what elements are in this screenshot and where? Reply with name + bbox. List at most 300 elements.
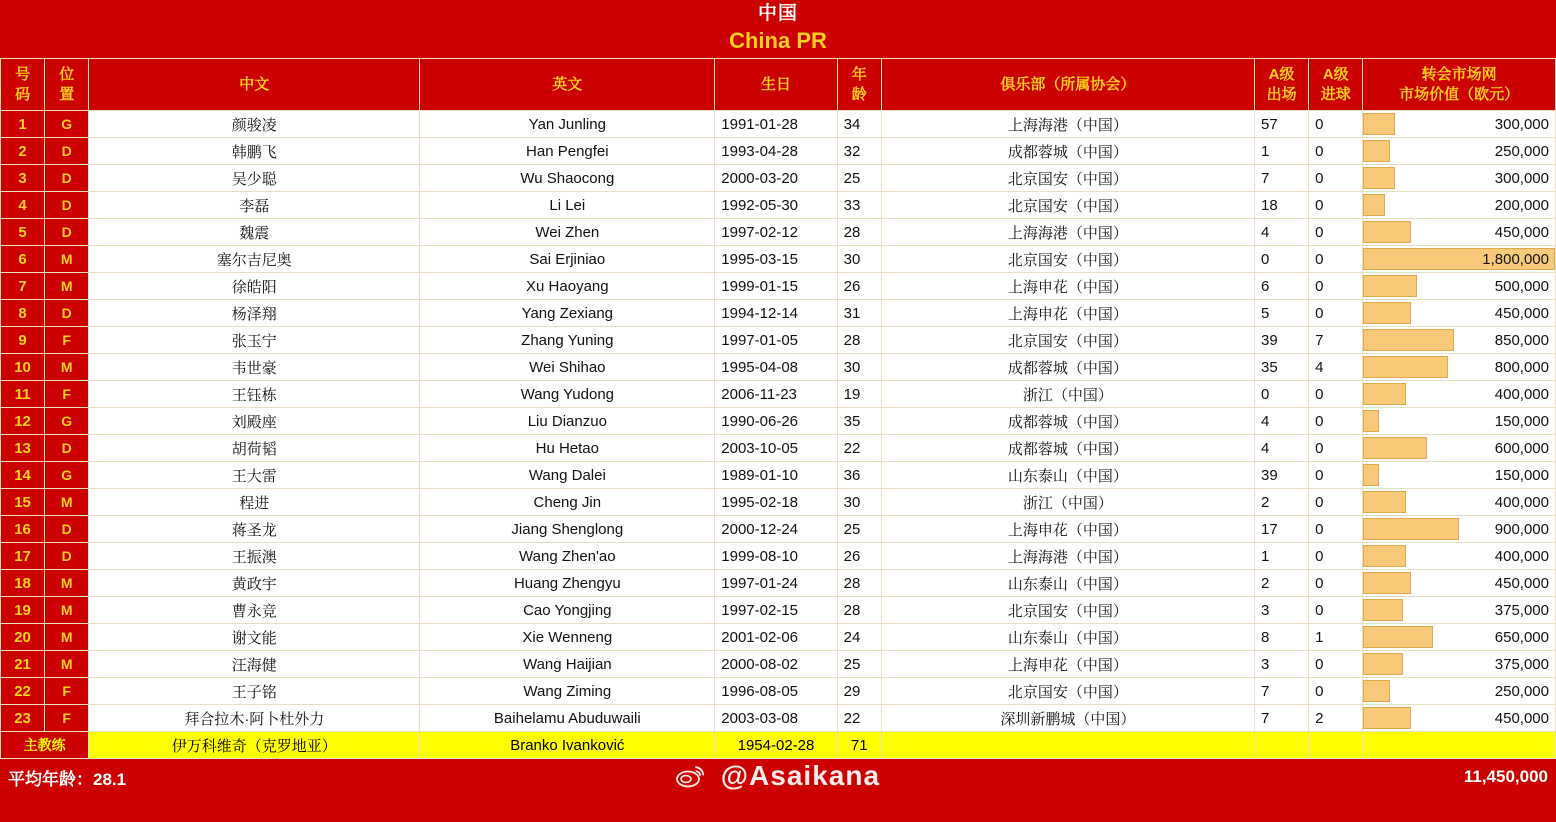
player-name-en: Xie Wenneng — [420, 624, 715, 651]
player-name-en: Sai Erjiniao — [420, 246, 715, 273]
player-name-zh: 程进 — [89, 489, 420, 516]
weibo-icon — [676, 763, 706, 795]
player-number: 3 — [1, 165, 45, 192]
player-market-value — [1363, 570, 1556, 597]
market-value-bar — [1363, 302, 1411, 324]
market-value-text: 375,000 — [1494, 601, 1549, 619]
player-goals: 0 — [1309, 408, 1363, 435]
player-name-zh: 王子铭 — [89, 678, 420, 705]
player-name-en: Wang Ziming — [420, 678, 715, 705]
player-club: 北京国安（中国） — [881, 327, 1254, 354]
player-name-zh: 张玉宁 — [89, 327, 420, 354]
player-club: 山东泰山（中国） — [881, 462, 1254, 489]
player-position: M — [45, 489, 89, 516]
player-age: 32 — [837, 138, 881, 165]
player-name-zh: 谢文能 — [89, 624, 420, 651]
table-row — [1, 192, 1556, 219]
player-birthday: 2003-03-08 — [715, 705, 837, 732]
table-row — [1, 165, 1556, 192]
player-birthday: 2003-10-05 — [715, 435, 837, 462]
squad-table — [0, 58, 1556, 759]
player-goals: 0 — [1309, 678, 1363, 705]
player-caps: 8 — [1255, 624, 1309, 651]
col-header-chinese-name: 中文 — [89, 59, 420, 111]
player-number: 10 — [1, 354, 45, 381]
player-age: 35 — [837, 408, 881, 435]
player-caps: 4 — [1255, 219, 1309, 246]
player-name-zh: 塞尔吉尼奥 — [89, 246, 420, 273]
player-goals: 0 — [1309, 489, 1363, 516]
player-caps: 1 — [1255, 138, 1309, 165]
player-number: 12 — [1, 408, 45, 435]
player-caps: 7 — [1255, 678, 1309, 705]
market-value-bar — [1363, 599, 1403, 621]
table-row — [1, 624, 1556, 651]
player-market-value — [1363, 435, 1556, 462]
player-market-value — [1363, 543, 1556, 570]
player-name-en: Wang Dalei — [420, 462, 715, 489]
player-name-zh: 杨泽翔 — [89, 300, 420, 327]
player-age: 34 — [837, 111, 881, 138]
player-position: M — [45, 246, 89, 273]
market-value-bar — [1363, 653, 1403, 675]
market-value-bar — [1363, 491, 1406, 513]
player-number: 16 — [1, 516, 45, 543]
player-goals: 7 — [1309, 327, 1363, 354]
player-name-zh: 刘殿座 — [89, 408, 420, 435]
player-name-en: Han Pengfei — [420, 138, 715, 165]
player-age: 22 — [837, 705, 881, 732]
player-caps: 3 — [1255, 597, 1309, 624]
coach-club — [881, 732, 1254, 759]
player-birthday: 1999-01-15 — [715, 273, 837, 300]
player-market-value — [1363, 273, 1556, 300]
player-position: G — [45, 462, 89, 489]
market-value-bar — [1363, 194, 1384, 216]
player-name-zh: 曹永竞 — [89, 597, 420, 624]
player-goals: 1 — [1309, 624, 1363, 651]
player-club: 浙江（中国） — [881, 489, 1254, 516]
player-market-value — [1363, 381, 1556, 408]
col-header-english-name: 英文 — [420, 59, 715, 111]
player-age: 26 — [837, 543, 881, 570]
player-club: 上海海港（中国） — [881, 219, 1254, 246]
market-value-text: 400,000 — [1494, 493, 1549, 511]
player-goals: 0 — [1309, 300, 1363, 327]
player-caps: 39 — [1255, 462, 1309, 489]
player-market-value — [1363, 300, 1556, 327]
player-name-en: Huang Zhengyu — [420, 570, 715, 597]
col-header-position: 位 置 — [45, 59, 89, 111]
player-position: G — [45, 111, 89, 138]
market-value-bar — [1363, 167, 1395, 189]
player-club: 上海海港（中国） — [881, 543, 1254, 570]
player-age: 29 — [837, 678, 881, 705]
player-position: D — [45, 543, 89, 570]
player-age: 30 — [837, 354, 881, 381]
player-market-value — [1363, 624, 1556, 651]
player-name-zh: 胡荷韬 — [89, 435, 420, 462]
page-title-en: China PR — [729, 28, 827, 53]
market-value-bar — [1363, 545, 1406, 567]
player-club: 上海申花（中国） — [881, 516, 1254, 543]
player-position: M — [45, 597, 89, 624]
coach-birthday: 1954-02-28 — [715, 732, 837, 759]
table-row — [1, 705, 1556, 732]
player-goals: 0 — [1309, 219, 1363, 246]
player-birthday: 2001-02-06 — [715, 624, 837, 651]
player-name-zh: 颜骏凌 — [89, 111, 420, 138]
market-value-text: 450,000 — [1494, 709, 1549, 727]
player-birthday: 2006-11-23 — [715, 381, 837, 408]
player-age: 28 — [837, 570, 881, 597]
player-position: F — [45, 678, 89, 705]
player-position: D — [45, 516, 89, 543]
player-name-en: Yang Zexiang — [420, 300, 715, 327]
player-number: 14 — [1, 462, 45, 489]
player-birthday: 1994-12-14 — [715, 300, 837, 327]
market-value-text: 450,000 — [1494, 574, 1549, 592]
player-birthday: 1997-01-24 — [715, 570, 837, 597]
player-position: D — [45, 192, 89, 219]
market-value-bar — [1363, 572, 1411, 594]
player-club: 北京国安（中国） — [881, 165, 1254, 192]
table-row — [1, 300, 1556, 327]
table-row — [1, 138, 1556, 165]
col-header-club: 俱乐部（所属协会） — [881, 59, 1254, 111]
player-birthday: 2000-12-24 — [715, 516, 837, 543]
player-position: F — [45, 705, 89, 732]
player-name-zh: 拜合拉木·阿卜杜外力 — [89, 705, 420, 732]
player-name-zh: 王钰栋 — [89, 381, 420, 408]
market-value-bar — [1363, 383, 1406, 405]
table-header-row — [1, 59, 1556, 111]
player-name-en: Baihelamu Abuduwaili — [420, 705, 715, 732]
player-number: 9 — [1, 327, 45, 354]
coach-name-zh: 伊万科维奇（克罗地亚） — [89, 732, 420, 759]
table-row — [1, 543, 1556, 570]
player-caps: 5 — [1255, 300, 1309, 327]
player-club: 成都蓉城（中国） — [881, 354, 1254, 381]
player-number: 6 — [1, 246, 45, 273]
player-club: 上海申花（中国） — [881, 273, 1254, 300]
market-value-text: 650,000 — [1494, 628, 1549, 646]
player-goals: 0 — [1309, 597, 1363, 624]
player-birthday: 2000-03-20 — [715, 165, 837, 192]
player-caps: 4 — [1255, 408, 1309, 435]
table-row — [1, 273, 1556, 300]
player-goals: 0 — [1309, 246, 1363, 273]
player-caps: 7 — [1255, 165, 1309, 192]
player-caps: 35 — [1255, 354, 1309, 381]
player-caps: 4 — [1255, 435, 1309, 462]
player-goals: 0 — [1309, 165, 1363, 192]
player-goals: 0 — [1309, 570, 1363, 597]
player-name-en: Li Lei — [420, 192, 715, 219]
player-age: 28 — [837, 597, 881, 624]
player-goals: 0 — [1309, 651, 1363, 678]
table-row — [1, 516, 1556, 543]
player-number: 18 — [1, 570, 45, 597]
player-age: 31 — [837, 300, 881, 327]
player-goals: 0 — [1309, 462, 1363, 489]
coach-age: 71 — [837, 732, 881, 759]
player-goals: 0 — [1309, 543, 1363, 570]
player-goals: 2 — [1309, 705, 1363, 732]
player-number: 15 — [1, 489, 45, 516]
player-position: M — [45, 354, 89, 381]
market-value-bar — [1363, 518, 1459, 540]
player-caps: 18 — [1255, 192, 1309, 219]
col-header-number: 号 码 — [1, 59, 45, 111]
player-caps: 3 — [1255, 651, 1309, 678]
player-club: 北京国安（中国） — [881, 246, 1254, 273]
player-birthday: 1992-05-30 — [715, 192, 837, 219]
player-club: 成都蓉城（中国） — [881, 408, 1254, 435]
player-birthday: 2000-08-02 — [715, 651, 837, 678]
player-club: 深圳新鹏城（中国） — [881, 705, 1254, 732]
player-caps: 57 — [1255, 111, 1309, 138]
player-age: 28 — [837, 327, 881, 354]
market-value-bar — [1363, 140, 1390, 162]
player-age: 36 — [837, 462, 881, 489]
market-value-text: 200,000 — [1494, 196, 1549, 214]
player-position: M — [45, 273, 89, 300]
player-name-zh: 黄政宇 — [89, 570, 420, 597]
player-birthday: 1995-02-18 — [715, 489, 837, 516]
player-age: 33 — [837, 192, 881, 219]
player-age: 22 — [837, 435, 881, 462]
player-position: M — [45, 570, 89, 597]
player-name-zh: 李磊 — [89, 192, 420, 219]
player-position: D — [45, 138, 89, 165]
player-club: 山东泰山（中国） — [881, 624, 1254, 651]
footer-bar — [0, 759, 1556, 795]
player-market-value — [1363, 462, 1556, 489]
player-goals: 0 — [1309, 192, 1363, 219]
table-row — [1, 408, 1556, 435]
player-name-zh: 韦世豪 — [89, 354, 420, 381]
player-club: 北京国安（中国） — [881, 597, 1254, 624]
player-name-zh: 魏震 — [89, 219, 420, 246]
coach-label: 主教练 — [1, 732, 89, 759]
market-value-text: 450,000 — [1494, 304, 1549, 322]
player-number: 8 — [1, 300, 45, 327]
table-row — [1, 570, 1556, 597]
player-club: 上海申花（中国） — [881, 300, 1254, 327]
player-name-zh: 韩鹏飞 — [89, 138, 420, 165]
player-name-en: Wu Shaocong — [420, 165, 715, 192]
player-age: 30 — [837, 246, 881, 273]
market-value-bar — [1363, 680, 1390, 702]
player-name-en: Wang Zhen'ao — [420, 543, 715, 570]
player-goals: 0 — [1309, 138, 1363, 165]
player-name-zh: 汪海健 — [89, 651, 420, 678]
player-caps: 2 — [1255, 489, 1309, 516]
market-value-text: 500,000 — [1494, 277, 1549, 295]
player-number: 2 — [1, 138, 45, 165]
market-value-text: 250,000 — [1494, 682, 1549, 700]
player-position: F — [45, 327, 89, 354]
watermark-text: @Asaikana — [720, 759, 881, 791]
player-age: 28 — [837, 219, 881, 246]
player-market-value — [1363, 489, 1556, 516]
player-caps: 17 — [1255, 516, 1309, 543]
player-name-en: Cheng Jin — [420, 489, 715, 516]
player-name-zh: 蒋圣龙 — [89, 516, 420, 543]
player-name-zh: 徐皓阳 — [89, 273, 420, 300]
player-market-value — [1363, 327, 1556, 354]
col-header-age: 年 龄 — [837, 59, 881, 111]
market-value-bar — [1363, 410, 1379, 432]
player-caps: 2 — [1255, 570, 1309, 597]
coach-goals — [1309, 732, 1363, 759]
market-value-bar — [1363, 329, 1453, 351]
player-birthday: 1989-01-10 — [715, 462, 837, 489]
table-row — [1, 462, 1556, 489]
market-value-bar — [1363, 437, 1427, 459]
player-age: 19 — [837, 381, 881, 408]
market-value-bar — [1363, 626, 1432, 648]
player-club: 北京国安（中国） — [881, 192, 1254, 219]
market-value-text: 375,000 — [1494, 655, 1549, 673]
player-goals: 0 — [1309, 381, 1363, 408]
table-row — [1, 246, 1556, 273]
table-row — [1, 678, 1556, 705]
market-value-bar — [1363, 707, 1411, 729]
player-goals: 0 — [1309, 111, 1363, 138]
player-number: 19 — [1, 597, 45, 624]
market-value-text: 600,000 — [1494, 439, 1549, 457]
player-number: 11 — [1, 381, 45, 408]
player-market-value — [1363, 678, 1556, 705]
player-market-value — [1363, 354, 1556, 381]
player-number: 4 — [1, 192, 45, 219]
col-header-birthday: 生日 — [715, 59, 837, 111]
col-header-caps: A级 出场 — [1255, 59, 1309, 111]
player-market-value — [1363, 111, 1556, 138]
market-value-text: 400,000 — [1494, 547, 1549, 565]
player-age: 30 — [837, 489, 881, 516]
player-birthday: 1999-08-10 — [715, 543, 837, 570]
player-position: F — [45, 381, 89, 408]
player-number: 1 — [1, 111, 45, 138]
player-name-en: Liu Dianzuo — [420, 408, 715, 435]
table-row — [1, 219, 1556, 246]
player-caps: 0 — [1255, 246, 1309, 273]
player-name-zh: 王大雷 — [89, 462, 420, 489]
player-position: D — [45, 435, 89, 462]
player-goals: 0 — [1309, 516, 1363, 543]
player-position: M — [45, 624, 89, 651]
market-value-text: 150,000 — [1494, 466, 1549, 484]
player-market-value — [1363, 246, 1556, 273]
player-name-zh: 王振澳 — [89, 543, 420, 570]
market-value-bar — [1363, 275, 1416, 297]
player-goals: 0 — [1309, 435, 1363, 462]
coach-row — [1, 732, 1556, 759]
market-value-bar — [1363, 464, 1379, 486]
table-row — [1, 111, 1556, 138]
player-name-en: Cao Yongjing — [420, 597, 715, 624]
market-value-text: 800,000 — [1494, 358, 1549, 376]
market-value-text: 300,000 — [1494, 115, 1549, 133]
player-market-value — [1363, 192, 1556, 219]
player-position: D — [45, 300, 89, 327]
player-name-en: Jiang Shenglong — [420, 516, 715, 543]
player-caps: 6 — [1255, 273, 1309, 300]
market-value-text: 300,000 — [1494, 169, 1549, 187]
player-name-en: Wang Yudong — [420, 381, 715, 408]
player-birthday: 1993-04-28 — [715, 138, 837, 165]
player-birthday: 1997-01-05 — [715, 327, 837, 354]
total-market-value: 11,450,000 — [1463, 767, 1548, 786]
player-caps: 39 — [1255, 327, 1309, 354]
player-club: 成都蓉城（中国） — [881, 138, 1254, 165]
player-number: 23 — [1, 705, 45, 732]
player-age: 25 — [837, 165, 881, 192]
player-number: 21 — [1, 651, 45, 678]
market-value-text: 250,000 — [1494, 142, 1549, 160]
player-caps: 1 — [1255, 543, 1309, 570]
player-number: 20 — [1, 624, 45, 651]
player-club: 山东泰山（中国） — [881, 570, 1254, 597]
market-value-bar — [1363, 113, 1395, 135]
player-birthday: 1995-03-15 — [715, 246, 837, 273]
player-number: 17 — [1, 543, 45, 570]
player-age: 26 — [837, 273, 881, 300]
player-market-value — [1363, 516, 1556, 543]
player-birthday: 1996-08-05 — [715, 678, 837, 705]
col-header-market-value: 转会市场网 市场价值（欧元） — [1363, 59, 1556, 111]
coach-caps — [1255, 732, 1309, 759]
market-value-text: 900,000 — [1494, 520, 1549, 538]
coach-value — [1363, 732, 1556, 759]
player-caps: 7 — [1255, 705, 1309, 732]
market-value-bar — [1363, 221, 1411, 243]
table-row — [1, 354, 1556, 381]
player-number: 13 — [1, 435, 45, 462]
player-market-value — [1363, 165, 1556, 192]
watermark — [0, 760, 1556, 795]
player-club: 北京国安（中国） — [881, 678, 1254, 705]
player-club: 成都蓉城（中国） — [881, 435, 1254, 462]
market-value-text: 1,800,000 — [1482, 250, 1549, 268]
table-row — [1, 435, 1556, 462]
player-name-en: Wei Zhen — [420, 219, 715, 246]
market-value-text: 850,000 — [1494, 331, 1549, 349]
player-position: G — [45, 408, 89, 435]
player-name-en: Zhang Yuning — [420, 327, 715, 354]
player-birthday: 1995-04-08 — [715, 354, 837, 381]
table-row — [1, 327, 1556, 354]
coach-section — [1, 732, 1556, 759]
player-market-value — [1363, 651, 1556, 678]
player-number: 5 — [1, 219, 45, 246]
table-row — [1, 597, 1556, 624]
player-name-en: Wei Shihao — [420, 354, 715, 381]
player-position: D — [45, 219, 89, 246]
player-name-en: Wang Haijian — [420, 651, 715, 678]
player-market-value — [1363, 219, 1556, 246]
market-value-text: 450,000 — [1494, 223, 1549, 241]
table-body — [1, 111, 1556, 732]
market-value-text: 400,000 — [1494, 385, 1549, 403]
player-birthday: 1997-02-12 — [715, 219, 837, 246]
player-goals: 0 — [1309, 273, 1363, 300]
player-market-value — [1363, 597, 1556, 624]
player-goals: 4 — [1309, 354, 1363, 381]
